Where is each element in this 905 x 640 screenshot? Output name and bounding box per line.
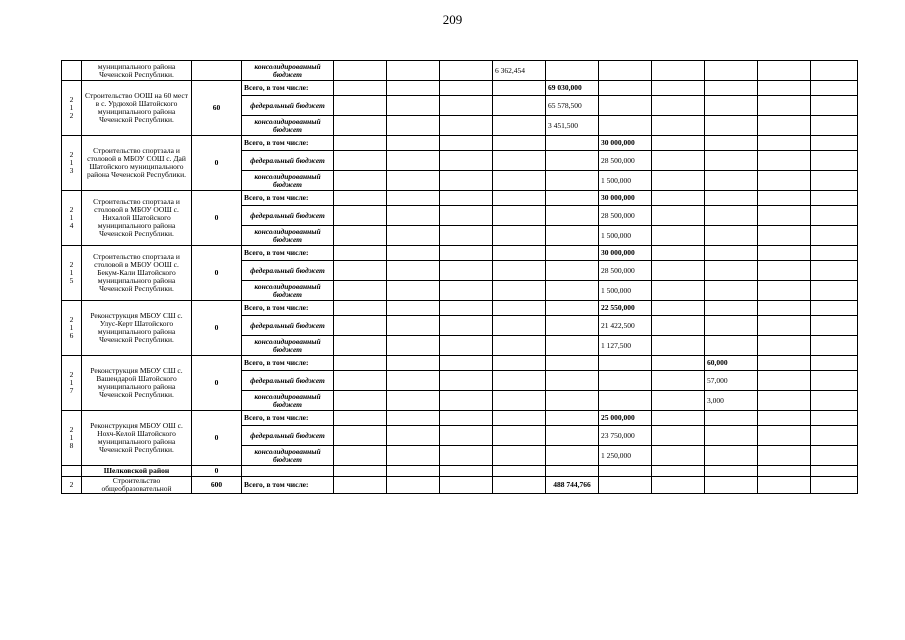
value-cell: 6 362,454 — [493, 61, 546, 81]
value-cell: 28 500,000 — [599, 151, 652, 171]
row-number: 2 1 4 — [62, 191, 82, 246]
source-label: консолидированный бюджет — [242, 446, 334, 466]
object-name: Реконструкция МБОУ ОШ с. Нохч-Келой Шатойского муниципального района Чеченской Республики. — [82, 411, 192, 466]
value-cell: 69 030,000 — [546, 81, 599, 96]
source-label: Всего, в том числе: — [242, 191, 334, 206]
table-row — [62, 136, 858, 151]
source-label: Всего, в том числе: — [242, 356, 334, 371]
capacity: 600 — [192, 477, 242, 494]
value-cell: 60,000 — [705, 356, 758, 371]
source-label: консолидированный бюджет — [242, 116, 334, 136]
value-cell: 30 000,000 — [599, 136, 652, 151]
source-label: консолидированный бюджет — [242, 226, 334, 246]
value-cell: 1 500,000 — [599, 226, 652, 246]
capacity: 60 — [192, 81, 242, 136]
source-label: Всего, в том числе: — [242, 246, 334, 261]
source-label: федеральный бюджет — [242, 261, 334, 281]
object-name: Строительство спортзала и столовой в МБОУ ООШ с. Нихалой Шатойского муниципального района Чеченской Республики. — [82, 191, 192, 246]
value-cell: 25 000,000 — [599, 411, 652, 426]
value-cell: 3 451,500 — [546, 116, 599, 136]
budget-table — [61, 60, 858, 494]
value-cell: 30 000,000 — [599, 246, 652, 261]
value-cell: 1 500,000 — [599, 281, 652, 301]
object-name: Строительство спортзала и столовой в МБОУ ООШ с. Бекум-Кали Шатойского муниципального района Чеченской Республики. — [82, 246, 192, 301]
value-cell: 65 578,500 — [546, 96, 599, 116]
table-row — [62, 61, 858, 81]
source-label: федеральный бюджет — [242, 371, 334, 391]
value-cell: 23 750,000 — [599, 426, 652, 446]
source-label: консолидированный бюджет — [242, 391, 334, 411]
value-cell: 1 127,500 — [599, 336, 652, 356]
row-number: 2 1 6 — [62, 301, 82, 356]
table-row — [62, 81, 858, 96]
district-name: Шелковской район — [82, 466, 192, 477]
capacity: 0 — [192, 411, 242, 466]
value-cell: 30 000,000 — [599, 191, 652, 206]
value-cell: 22 550,000 — [599, 301, 652, 316]
value-cell: 57,000 — [705, 371, 758, 391]
object-name: Реконструкция МБОУ СШ с. Вашендарой Шатойского муниципального района Чеченской Республики. — [82, 356, 192, 411]
row-number: 2 1 8 — [62, 411, 82, 466]
object-name: Строительство общеобразовательной — [82, 477, 192, 494]
capacity: 0 — [192, 356, 242, 411]
source-label: Всего, в том числе: — [242, 301, 334, 316]
source-label: федеральный бюджет — [242, 426, 334, 446]
capacity: 0 — [192, 136, 242, 191]
row-number: 2 1 5 — [62, 246, 82, 301]
source-label: федеральный бюджет — [242, 151, 334, 171]
value-cell: 3,000 — [705, 391, 758, 411]
capacity: 0 — [192, 301, 242, 356]
capacity: 0 — [192, 191, 242, 246]
table-row — [62, 191, 858, 206]
value-cell: 1 500,000 — [599, 171, 652, 191]
source-label: Всего, в том числе: — [242, 81, 334, 96]
row-number: 2 — [62, 477, 82, 494]
value-cell: 28 500,000 — [599, 261, 652, 281]
table-row — [62, 466, 858, 477]
source-label: федеральный бюджет — [242, 206, 334, 226]
table-row — [62, 301, 858, 316]
row-number: 2 1 3 — [62, 136, 82, 191]
object-name: муниципального района Чеченской Республики. — [82, 61, 192, 81]
source-label: консолидированный бюджет — [242, 281, 334, 301]
value-cell: 1 250,000 — [599, 446, 652, 466]
table-row — [62, 356, 858, 371]
value-cell: 21 422,500 — [599, 316, 652, 336]
source-label: Всего, в том числе: — [242, 411, 334, 426]
source-label: федеральный бюджет — [242, 96, 334, 116]
value-cell: 28 500,000 — [599, 206, 652, 226]
table-row — [62, 411, 858, 426]
object-name: Строительство ООШ на 60 мест в с. Урдюхой Шатойского муниципального района Чеченской Республики. — [82, 81, 192, 136]
row-number: 2 1 2 — [62, 81, 82, 136]
value-cell: 488 744,766 — [546, 477, 599, 494]
source-label: консолидированный бюджет — [242, 336, 334, 356]
page-number: 209 — [442, 12, 463, 27]
row-number: 2 1 7 — [62, 356, 82, 411]
source-label: консолидированный бюджет — [242, 171, 334, 191]
capacity: 0 — [192, 466, 242, 477]
capacity: 0 — [192, 246, 242, 301]
source-label: Всего, в том числе: — [242, 136, 334, 151]
source-label: консолидированный бюджет — [242, 61, 334, 81]
object-name: Реконструкция МБОУ СШ с. Улус-Керт Шатойского муниципального района Чеченской Республики. — [82, 301, 192, 356]
source-label: федеральный бюджет — [242, 316, 334, 336]
object-name: Строительство спортзала и столовой в МБОУ СОШ с. Дай Шатойского муниципального района Чеченской Республики. — [82, 136, 192, 191]
table-row — [62, 477, 858, 494]
table-row — [62, 246, 858, 261]
source-label: Всего, в том числе: — [242, 477, 334, 494]
